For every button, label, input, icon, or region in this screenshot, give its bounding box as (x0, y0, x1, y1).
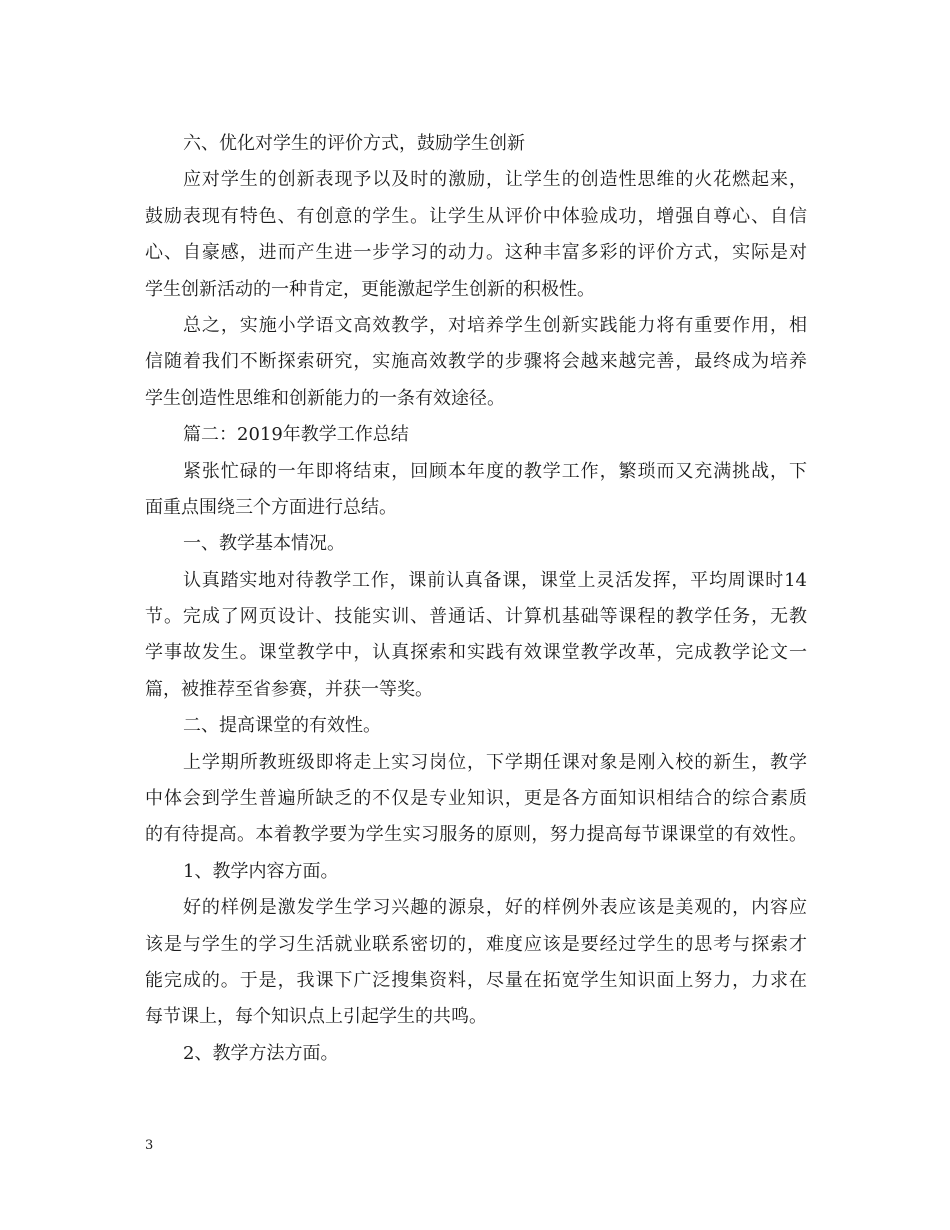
section-heading-2: 二、提高课堂的有效性。 (183, 715, 381, 737)
subsection-heading-1: 1、教学内容方面。 (183, 860, 339, 882)
paragraph-line: 能完成的。于是，我课下广泛搜集资料，尽量在拓宽学生知识面上努力，力求在 (145, 969, 807, 991)
paragraph-line: 应对学生的创新表现予以及时的激励，让学生的创造性思维的火花燃起来， (183, 169, 807, 191)
page-number: 3 (145, 1138, 154, 1153)
paragraph-line: 每节课上，每个知识点上引起学生的共鸣。 (145, 1006, 487, 1028)
paragraph-line: 的有待提高。本着教学要为学生实习服务的原则，努力提高每节课课堂的有效性。 (145, 824, 807, 846)
paragraph-line: 紧张忙碌的一年即将结束，回顾本年度的教学工作，繁琐而又充满挑战，下 (183, 460, 807, 482)
paragraph-line: 上学期所教班级即将走上实习岗位，下学期任课对象是刚入校的新生，教学 (183, 751, 807, 773)
document-body (145, 126, 807, 1072)
paragraph-line: 节。完成了网页设计、技能实训、普通话、计算机基础等课程的教学任务，无教 (145, 606, 807, 628)
paragraph-line: 认真踏实地对待教学工作，课前认真备课，课堂上灵活发挥，平均周课时14 (183, 569, 807, 591)
paragraph-line: 篇，被推荐至省参赛，并获一等奖。 (145, 678, 433, 700)
paragraph-line: 中体会到学生普遍所缺乏的不仅是专业知识，更是各方面知识相结合的综合素质 (145, 788, 807, 810)
paragraph-line: 面重点围绕三个方面进行总结。 (145, 496, 397, 518)
section-heading-6: 六、优化对学生的评价方式，鼓励学生创新 (183, 133, 525, 154)
subsection-heading-2: 2、教学方法方面。 (183, 1042, 339, 1064)
paragraph-line: 信随着我们不断探索研究，实施高效教学的步骤将会越来越完善，最终成为培养 (145, 351, 807, 373)
paragraph-line: 总之，实施小学语文高效教学，对培养学生创新实践能力将有重要作用，相 (183, 314, 807, 336)
paragraph-line: 该是与学生的学习生活就业联系密切的，难度应该是要经过学生的思考与探索才 (145, 933, 807, 955)
paragraph-line: 好的样例是激发学生学习兴趣的源泉，好的样例外表应该是美观的，内容应 (183, 897, 807, 919)
paragraph-line: 鼓励表现有特色、有创意的学生。让学生从评价中体验成功，增强自尊心、自信 (145, 205, 807, 227)
article-heading: 篇二：2019年教学工作总结 (183, 424, 409, 446)
section-heading-1: 一、教学基本情况。 (183, 533, 345, 555)
paragraph-line: 学生创造性思维和创新能力的一条有效途径。 (145, 387, 505, 409)
paragraph-line: 学事故发生。课堂教学中，认真探索和实践有效课堂教学改革，完成教学论文一 (145, 642, 807, 664)
paragraph-line: 心、自豪感，进而产生进一步学习的动力。这种丰富多彩的评价方式，实际是对 (145, 242, 807, 264)
paragraph-line: 学生创新活动的一种肯定，更能激起学生创新的积极性。 (145, 278, 595, 300)
